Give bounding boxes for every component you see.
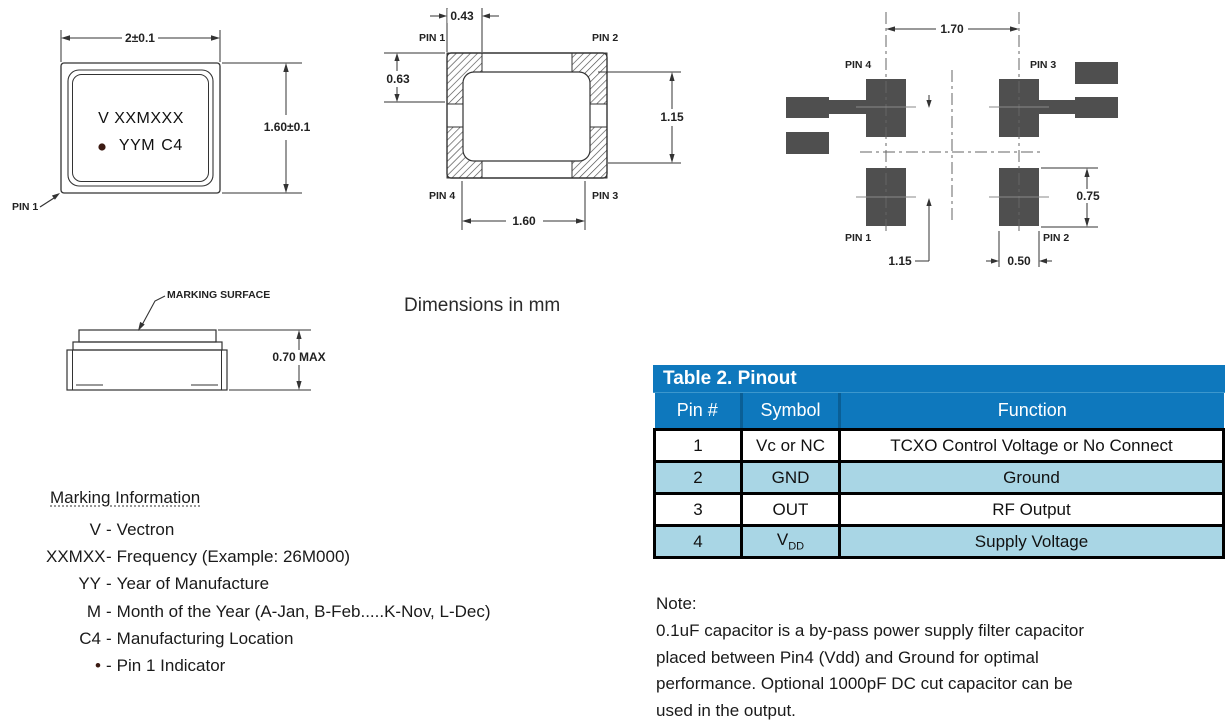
pinout-table-body (655, 430, 1224, 558)
pinout-cell-pin: 2 (655, 462, 742, 494)
note-title: Note: (656, 594, 697, 613)
bottomview-pin3-label: PIN 3 (592, 190, 619, 202)
symbol-subscript: DD (788, 540, 805, 553)
side-view-seal-ring (73, 342, 222, 350)
note-block (656, 591, 1216, 722)
marking-info-item (46, 543, 491, 570)
pinout-cell-pin: 3 (655, 494, 742, 526)
pinout-table-title: Table 2. Pinout (653, 365, 1225, 393)
topview-marking-c4: C4 (161, 137, 183, 154)
marking-info-item (46, 570, 491, 597)
side-view-lid (79, 330, 216, 342)
marking-code: YY (78, 574, 101, 594)
pinout-cell-function: Ground (840, 462, 1224, 494)
capacitor-pad-right (1075, 97, 1118, 118)
marking-description: Pin 1 Indicator (116, 656, 226, 676)
pinout-row (655, 526, 1224, 558)
side-view-linework (67, 296, 311, 390)
marking-info-title: Marking Information (50, 488, 201, 507)
pinout-row (655, 462, 1224, 494)
pin1-indicator-dot (98, 143, 105, 150)
marking-surface-label: MARKING SURFACE (167, 289, 271, 301)
marking-info-item (46, 625, 491, 652)
marking-code: M (86, 601, 101, 621)
pinout-cell-function: TCXO Control Voltage or No Connect (840, 430, 1224, 462)
marking-info-item (46, 652, 491, 679)
marking-separator: - (106, 547, 112, 567)
marking-info-item (46, 598, 491, 625)
topview-marking-yym: YYM (118, 137, 156, 154)
pinout-cell-symbol: OUT (742, 494, 840, 526)
landpattern-pin3-label: PIN 3 (1030, 59, 1057, 71)
marking-description: Manufacturing Location (116, 628, 294, 648)
landpattern-hpitch-label: 1.70 (937, 22, 966, 36)
pin1-indicator-bullet: • (95, 656, 101, 676)
bottomview-pad-height-label: 0.63 (383, 72, 412, 86)
marking-code: V (89, 520, 101, 539)
pinout-cell-symbol: GND (742, 462, 840, 494)
note-line: performance. Optional 1000pF DC cut capacitor can be (656, 674, 1073, 694)
bottomview-inner-height-label: 1.15 (657, 110, 686, 124)
note-lines (656, 618, 1216, 722)
landpattern-pad-width-label: 0.50 (1004, 254, 1033, 268)
marking-info-items (46, 516, 491, 679)
side-view-body (67, 350, 227, 390)
pinout-cell-pin: 4 (655, 526, 742, 558)
dimensions-caption: Dimensions in mm (404, 295, 561, 316)
pinout-table-grid (653, 393, 1225, 559)
landpattern-pin4-label: PIN 4 (845, 59, 872, 71)
bottom-view-cavity (463, 72, 590, 161)
pinout-header-row (655, 393, 1224, 430)
note-line: used in the output. (656, 701, 796, 721)
topview-marking-line1: V XXMXXX (98, 110, 184, 127)
marking-description: Vectron (116, 520, 175, 539)
pinout-column-header: Symbol (742, 393, 840, 430)
land-pattern-linework (786, 12, 1118, 267)
marking-separator: - (106, 628, 112, 648)
marking-description: Frequency (Example: 26M000) (116, 547, 351, 567)
bottomview-pin2-label: PIN 2 (592, 32, 619, 44)
landpattern-pad-height-label: 0.75 (1073, 189, 1102, 203)
landpattern-pin2-label: PIN 2 (1043, 232, 1070, 244)
marking-code: XXMXX (46, 547, 106, 567)
pinout-column-header: Function (840, 393, 1224, 430)
pinout-row (655, 430, 1224, 462)
bottomview-pin4-label: PIN 4 (429, 190, 456, 202)
package-lid-outline (68, 70, 213, 186)
pin1-leader-arrow (40, 193, 60, 207)
package-body-outline (61, 63, 220, 193)
pinout-cell-symbol: $V_{DD}$ (742, 526, 840, 558)
capacitor-pad-left (786, 97, 829, 118)
pinout-column-header: Pin # (655, 393, 742, 430)
pinout-cell-function: Supply Voltage (840, 526, 1224, 558)
sideview-height-label: 0.70 MAX (269, 350, 328, 364)
pinout-table (653, 365, 1225, 559)
pinout-cell-function: RF Output (840, 494, 1224, 526)
marking-separator: - (106, 520, 112, 539)
land-pattern-dimensions (886, 26, 1098, 267)
capacitor-pad-left-lower (786, 132, 829, 154)
capacitor-pad-right-upper (1075, 62, 1118, 84)
package-lid-inner-outline (73, 75, 209, 182)
marking-description: Year of Manufacture (116, 574, 270, 594)
note-line: placed between Pin4 (Vdd) and Ground for optimal (656, 647, 1039, 667)
marking-info (46, 484, 491, 679)
marking-info-item (46, 516, 491, 543)
bottomview-pin1-label: PIN 1 (419, 32, 446, 44)
marking-separator: - (106, 656, 112, 676)
topview-pin1-label: PIN 1 (12, 201, 39, 213)
pinout-row (655, 494, 1224, 526)
topview-height-dim-label: 1.60±0.1 (261, 120, 314, 134)
topview-width-dim-label: 2±0.1 (122, 31, 158, 45)
marking-description: Month of the Year (A-Jan, B-Feb.....K-Nov, L-Dec) (116, 601, 491, 621)
marking-code: C4 (79, 628, 101, 648)
marking-separator: - (106, 574, 112, 594)
bottomview-pad-width-label: 0.43 (447, 9, 476, 23)
pinout-cell-pin: 1 (655, 430, 742, 462)
pinout-cell-symbol: Vc or NC (742, 430, 840, 462)
landpattern-vpitch-label: 1.15 (885, 254, 914, 268)
marking-separator: - (106, 601, 112, 621)
marking-surface-leader (138, 296, 165, 331)
note-line: 0.1uF capacitor is a by-pass power supply filter capacitor (656, 620, 1085, 640)
bottomview-pad-span-label: 1.60 (509, 214, 538, 228)
side-view-castellations (73, 350, 222, 390)
landpattern-pin1-label: PIN 1 (845, 232, 872, 244)
